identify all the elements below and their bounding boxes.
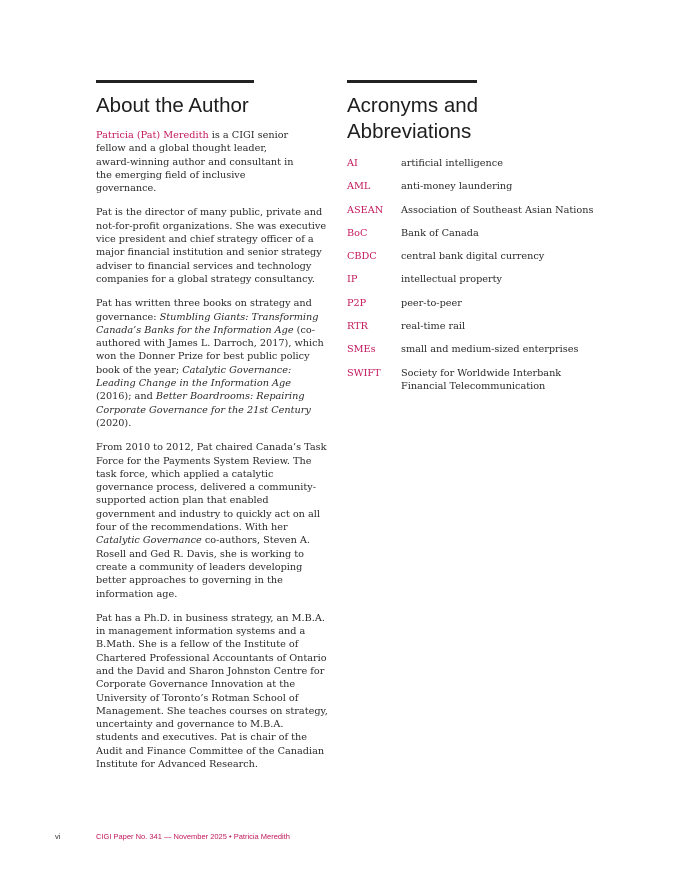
acronym-term: SWIFT — [347, 367, 381, 379]
acronym-row — [347, 343, 597, 356]
author-paragraph-4-text-2: co-authors, Steven A. Rosell and Ged R. Davis, she is working to create a community of leaders developing better approaches to governing in the information age. — [96, 535, 310, 600]
acronym-row — [347, 367, 597, 394]
author-paragraph-1 — [96, 129, 296, 195]
footer-citation: CIGI Paper No. 341 — November 2025 • Patricia Meredith — [96, 832, 290, 841]
section-rule — [96, 80, 254, 83]
acronym-definition: small and medium-sized enterprises — [401, 344, 579, 356]
author-paragraph-4-text-1: From 2010 to 2012, Pat chaired Canada’s Task Force for the Payments System Review. The task force, which applied a catalytic governance process, delivered a community-supported action plan that enabled government and industry to quickly act on all four of the recommendations. With her — [96, 442, 327, 534]
acronym-row — [347, 273, 597, 286]
author-paragraph-3 — [96, 297, 328, 430]
acronym-term: ASEAN — [347, 204, 384, 216]
acronyms-section — [347, 80, 597, 403]
author-paragraph-5: Pat has a Ph.D. in business strategy, an M.B.A. in management information systems and a B.Math. She is a fellow of the Institute of Chartered Professional Accountants of Ontario and the David and Sharon Johnston Centre for Corporate Governance Innovation at the University of Toronto’s Rotman School of Management. She teaches courses on strategy, uncertainty and governance to M.B.A. students and executives. Pat is chair of the Audit and Finance Committee of the Canadian Institute for Advanced Research. — [96, 612, 328, 771]
acronym-term: RTR — [347, 321, 368, 333]
acronym-term: CBDC — [347, 251, 377, 263]
author-paragraph-4 — [96, 441, 328, 601]
book-title-catalytic-governance: Catalytic Governance: Leading Change in the Information Age — [96, 364, 292, 390]
acronym-row — [347, 250, 597, 263]
author-paragraph-1-text: is a CIGI senior fellow and a global thought leader, award-winning author and consultant in the emerging field of inclusive governance. — [96, 130, 294, 195]
acronym-definition: anti-money laundering — [401, 181, 513, 193]
acronym-definition: Society for Worldwide Interbank Financial Telecommunication — [401, 367, 562, 392]
author-paragraph-3-text-2: (co-authored with James L. Darroch, 2017), which won the Donner Prize for best public policy book of the year; — [96, 324, 324, 376]
about-author-section — [96, 80, 328, 771]
acronym-definition: real-time rail — [401, 321, 466, 333]
acronym-definition: artificial intelligence — [401, 158, 503, 169]
author-paragraph-3-text-3: (2016); and — [96, 391, 156, 403]
acronym-term: AML — [347, 181, 371, 193]
author-paragraph-3-text-4: (2020). — [96, 417, 132, 429]
book-title-better-boardrooms: Better Boardrooms: Repairing Corporate Governance for the 21st Century — [96, 391, 311, 416]
acronym-definition: peer-to-peer — [401, 297, 462, 309]
acronym-definition: Association of Southeast Asian Nations — [401, 204, 594, 216]
acronym-row — [347, 157, 597, 170]
acronym-list — [347, 157, 597, 393]
acronym-row — [347, 320, 597, 333]
author-name: Patricia (Pat) Meredith — [96, 130, 209, 141]
acronym-definition: Bank of Canada — [401, 227, 479, 239]
book-title-inline: Catalytic Governance — [96, 535, 202, 547]
acronym-term: BoC — [347, 227, 368, 239]
section-rule — [347, 80, 477, 83]
about-author-title: About the Author — [96, 94, 249, 117]
acronym-row — [347, 204, 597, 217]
acronym-row — [347, 180, 597, 193]
author-paragraph-3-text-1: Pat has written three books on strategy and governance: — [96, 298, 312, 323]
acronym-definition: central bank digital currency — [401, 251, 545, 263]
book-title-stumbling-giants: Stumbling Giants: Transforming Canada’s Banks for the Information Age — [96, 311, 319, 336]
acronym-term: SMEs — [347, 344, 376, 356]
acronym-term: P2P — [347, 297, 367, 309]
acronym-row — [347, 297, 597, 310]
acronyms-title: Acronyms and Abbreviations — [347, 94, 479, 143]
acronym-row — [347, 227, 597, 240]
author-paragraph-2: Pat is the director of many public, private and not-for-profit organizations. She was executive vice president and chief strategy officer of a major financial institution and senior strategy adviser to financial services and technology companies for a global strategy consultancy. — [96, 207, 327, 285]
acronym-definition: intellectual property — [401, 274, 502, 286]
acronym-term: AI — [347, 158, 358, 169]
acronym-term: IP — [347, 274, 358, 286]
page-number: vi — [55, 832, 61, 841]
